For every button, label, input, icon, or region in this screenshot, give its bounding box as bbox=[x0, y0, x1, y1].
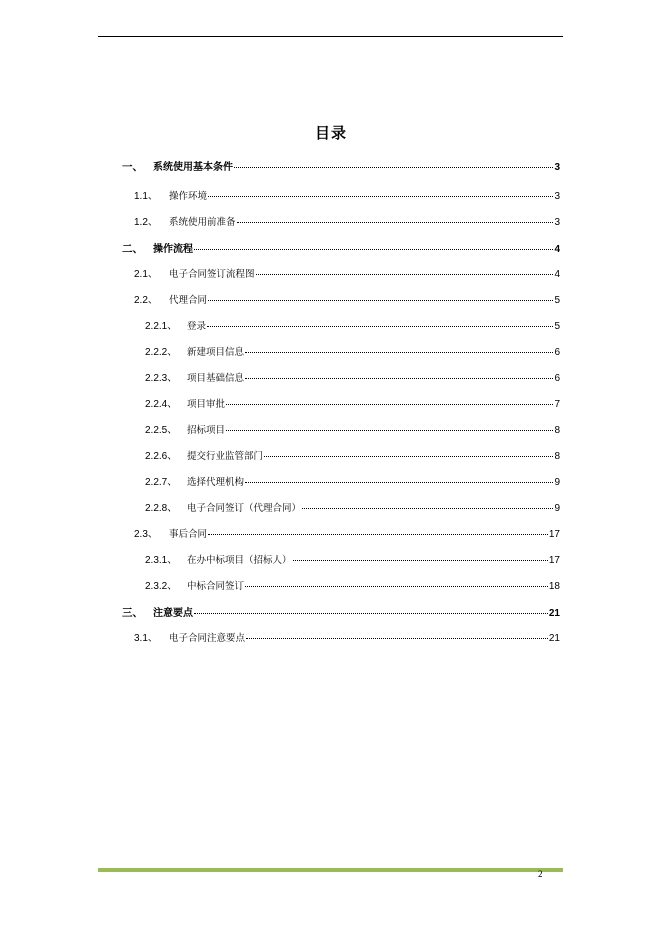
toc-leader-dots bbox=[194, 249, 553, 250]
toc-entry[interactable] bbox=[145, 553, 560, 569]
toc-leader-dots bbox=[245, 378, 553, 379]
footer-rule bbox=[98, 868, 563, 872]
toc-entry-number: 2.2.4、 bbox=[145, 399, 178, 410]
toc-entry-page: 18 bbox=[548, 581, 560, 592]
toc-entry-number: 2.2.5、 bbox=[145, 425, 178, 436]
toc-entry-label: 注意要点 bbox=[153, 608, 193, 619]
toc-entry-page: 21 bbox=[548, 608, 560, 619]
toc-entry[interactable] bbox=[122, 241, 560, 257]
toc-entry-number: 2.3.1、 bbox=[145, 555, 178, 566]
toc-entry[interactable] bbox=[145, 449, 560, 465]
toc-entry-page: 5 bbox=[554, 321, 560, 332]
toc-entry-page: 3 bbox=[554, 162, 560, 173]
toc-entry-label: 电子合同注意要点 bbox=[169, 633, 246, 644]
toc-entry-number: 一、 bbox=[122, 161, 143, 173]
toc-entry-label: 操作环境 bbox=[169, 191, 208, 202]
toc-leader-dots bbox=[237, 222, 554, 223]
toc-entry-number: 二、 bbox=[122, 243, 143, 255]
toc-entry-number: 1.2、 bbox=[134, 217, 158, 228]
toc-entry-number: 2.1、 bbox=[134, 269, 158, 280]
toc-entry-page: 6 bbox=[554, 347, 560, 358]
toc-entry-label: 选择代理机构 bbox=[187, 477, 245, 488]
toc-entry-label: 在办中标项目（招标人） bbox=[187, 555, 292, 566]
toc-entry-page: 3 bbox=[554, 217, 560, 228]
toc-entry-number: 2.2.6、 bbox=[145, 451, 178, 462]
toc-leader-dots bbox=[194, 613, 548, 614]
toc-entry-number: 三、 bbox=[122, 607, 143, 619]
toc-entry[interactable] bbox=[145, 475, 560, 491]
toc-entry-page: 5 bbox=[554, 295, 560, 306]
toc-leader-dots bbox=[264, 456, 553, 457]
toc-entry-number: 2.3、 bbox=[134, 529, 158, 540]
toc-entry-label: 电子合同签订（代理合同） bbox=[187, 503, 302, 514]
toc-entry-label: 系统使用基本条件 bbox=[153, 162, 233, 173]
toc-entry[interactable] bbox=[134, 267, 560, 283]
toc-entry-number: 2.2.3、 bbox=[145, 373, 178, 384]
toc-leader-dots bbox=[234, 167, 553, 168]
page-number: 2 bbox=[538, 869, 543, 879]
toc-entry-page: 17 bbox=[548, 529, 560, 540]
toc-leader-dots bbox=[245, 352, 553, 353]
toc-leader-dots bbox=[208, 534, 548, 535]
toc-entry-label: 新建项目信息 bbox=[187, 347, 245, 358]
toc-entry-label: 代理合同 bbox=[169, 295, 208, 306]
toc-entry-number: 2.2.1、 bbox=[145, 321, 178, 332]
toc-entry[interactable] bbox=[134, 527, 560, 543]
toc-entry-page: 3 bbox=[554, 191, 560, 202]
toc-entry[interactable] bbox=[134, 215, 560, 231]
toc-entry-label: 事后合同 bbox=[169, 529, 208, 540]
toc-entry[interactable] bbox=[145, 397, 560, 413]
toc-leader-dots bbox=[293, 560, 548, 561]
toc-entry[interactable] bbox=[145, 579, 560, 595]
toc-entry-page: 8 bbox=[554, 425, 560, 436]
toc-leader-dots bbox=[208, 196, 553, 197]
toc-entry[interactable] bbox=[145, 423, 560, 439]
toc-entry-page: 21 bbox=[548, 633, 560, 644]
toc-entry-number: 2.2.8、 bbox=[145, 503, 178, 514]
toc-entry[interactable] bbox=[145, 371, 560, 387]
toc-entry-page: 4 bbox=[554, 269, 560, 280]
toc-entry[interactable] bbox=[122, 159, 560, 175]
toc-entry[interactable] bbox=[122, 605, 560, 621]
toc-entry-label: 项目审批 bbox=[187, 399, 226, 410]
toc-entry-number: 3.1、 bbox=[134, 633, 158, 644]
toc-entry-page: 7 bbox=[554, 399, 560, 410]
toc-leader-dots bbox=[208, 300, 553, 301]
toc-entry-page: 9 bbox=[554, 477, 560, 488]
toc-entry-label: 操作流程 bbox=[153, 244, 193, 255]
toc-entry-page: 8 bbox=[554, 451, 560, 462]
toc-entry-page: 6 bbox=[554, 373, 560, 384]
toc-entry-label: 登录 bbox=[187, 321, 207, 332]
toc-leader-dots bbox=[256, 274, 554, 275]
toc-entry[interactable] bbox=[145, 501, 560, 517]
toc-leader-dots bbox=[207, 326, 553, 327]
toc-entry-page: 17 bbox=[548, 555, 560, 566]
toc-leader-dots bbox=[246, 638, 548, 639]
toc-leader-dots bbox=[226, 430, 553, 431]
toc-entry-number: 2.3.2、 bbox=[145, 581, 178, 592]
toc-entry-label: 电子合同签订流程图 bbox=[169, 269, 255, 280]
toc-entry-page: 4 bbox=[554, 244, 560, 255]
toc-entry-label: 中标合同签订 bbox=[187, 581, 245, 592]
toc-entry-page: 9 bbox=[554, 503, 560, 514]
toc-leader-dots bbox=[245, 586, 548, 587]
toc-entry-label: 提交行业监管部门 bbox=[187, 451, 264, 462]
toc-entry[interactable] bbox=[134, 189, 560, 205]
toc-entry[interactable] bbox=[134, 631, 560, 647]
toc-leader-dots bbox=[245, 482, 553, 483]
toc-entry[interactable] bbox=[145, 319, 560, 335]
toc-entry-label: 项目基础信息 bbox=[187, 373, 245, 384]
toc-entry-number: 2.2、 bbox=[134, 295, 158, 306]
toc-entry-label: 系统使用前准备 bbox=[169, 217, 236, 228]
toc-entry-number: 2.2.7、 bbox=[145, 477, 178, 488]
toc-entry[interactable] bbox=[134, 293, 560, 309]
toc-entry[interactable] bbox=[145, 345, 560, 361]
toc-entry-number: 1.1、 bbox=[134, 191, 158, 202]
toc-entry-number: 2.2.2、 bbox=[145, 347, 178, 358]
toc-leader-dots bbox=[302, 508, 553, 509]
toc-title: 目录 bbox=[314, 124, 347, 142]
toc-entry-label: 招标项目 bbox=[187, 425, 226, 436]
toc-leader-dots bbox=[226, 404, 553, 405]
